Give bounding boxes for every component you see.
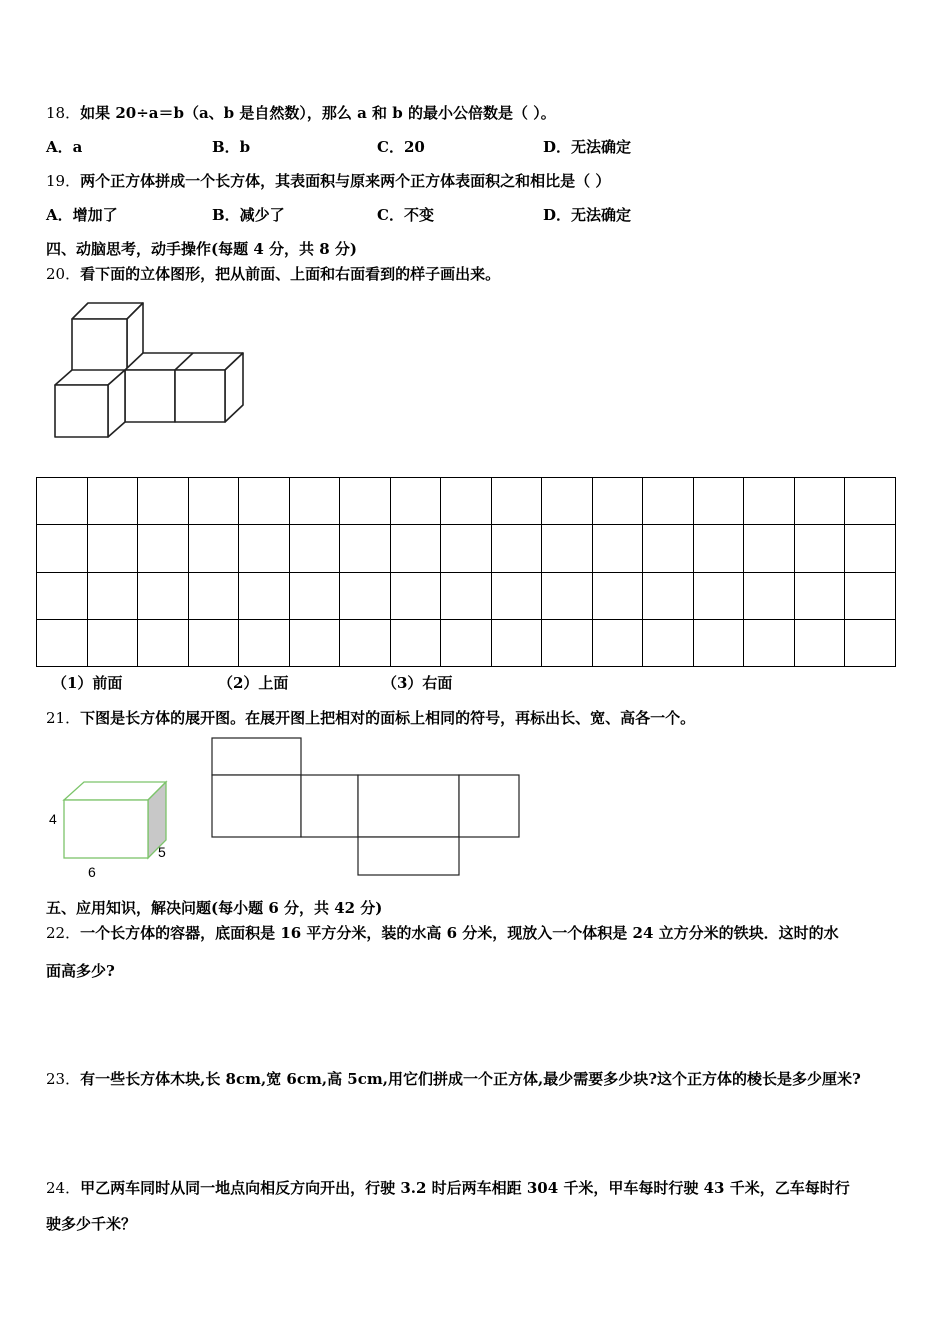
grid-cell[interactable]	[87, 572, 138, 619]
grid-cell[interactable]	[87, 478, 138, 525]
section4-heading: 四、动脑思考，动手操作(每题 4 分，共 8 分)	[46, 240, 357, 258]
q24	[46, 1177, 850, 1198]
grid-cell[interactable]	[845, 478, 896, 525]
q22-line1: 一个长方体的容器，底面积是 16 平方分米，装的水高 6 分米，现放入一个体积是 24 立方分米的铁块．这时的水	[80, 924, 839, 942]
q19-option-d: D．无法确定	[543, 206, 632, 224]
q20	[46, 263, 500, 284]
grid-cell[interactable]	[138, 619, 189, 666]
grid-cell[interactable]	[340, 478, 391, 525]
grid-cell[interactable]	[491, 619, 542, 666]
q18-number: 18．	[46, 104, 81, 122]
q23-number: 23．	[46, 1070, 81, 1088]
grid-cell[interactable]	[744, 619, 795, 666]
q19	[46, 170, 610, 191]
grid-cell[interactable]	[340, 572, 391, 619]
grid-cell[interactable]	[289, 478, 340, 525]
grid-cell[interactable]	[390, 525, 441, 572]
grid-cell[interactable]	[491, 572, 542, 619]
grid-cell[interactable]	[491, 525, 542, 572]
q23-text: 有一些长方体木块,长 8cm,宽 6cm,高 5cm,用它们拼成一个正方体,最少需要多少块?这个正方体的棱长是多少厘米?	[80, 1070, 861, 1088]
top-cube-front-face	[72, 319, 127, 372]
grid-cell[interactable]	[138, 572, 189, 619]
grid-cell[interactable]	[441, 478, 492, 525]
grid-cell[interactable]	[643, 525, 694, 572]
grid-cell[interactable]	[239, 619, 290, 666]
grid-cell[interactable]	[37, 572, 88, 619]
q18-text: 如果 20÷a＝b（a、b 是自然数），那么 a 和 b 的最小公倍数是（ ）。	[80, 104, 556, 122]
grid-cell[interactable]	[188, 619, 239, 666]
grid-cell[interactable]	[390, 478, 441, 525]
stacked-cubes-figure	[50, 300, 250, 440]
grid-cell[interactable]	[643, 619, 694, 666]
q19-option-c: C．不变	[377, 206, 434, 224]
grid-cell[interactable]	[845, 619, 896, 666]
net-face-top	[212, 738, 301, 775]
grid-cell[interactable]	[744, 572, 795, 619]
cuboid-height-label: 4	[49, 811, 57, 827]
cuboid-width-label: 5	[158, 844, 166, 860]
grid-cell[interactable]	[794, 619, 845, 666]
grid-cell[interactable]	[441, 619, 492, 666]
grid-cell[interactable]	[138, 525, 189, 572]
q22-number: 22．	[46, 924, 81, 942]
q21-number: 21．	[46, 709, 81, 727]
grid-cell[interactable]	[289, 619, 340, 666]
grid-cell[interactable]	[693, 478, 744, 525]
grid-cell[interactable]	[643, 478, 694, 525]
grid-row	[37, 525, 896, 572]
middle-cube-front-face	[125, 370, 175, 422]
q18-option-d: D．无法确定	[543, 138, 632, 156]
grid-cell[interactable]	[542, 619, 593, 666]
grid-cell[interactable]	[693, 525, 744, 572]
grid-cell[interactable]	[643, 572, 694, 619]
grid-cell[interactable]	[37, 619, 88, 666]
grid-cell[interactable]	[592, 478, 643, 525]
grid-cell[interactable]	[390, 619, 441, 666]
q24-line1: 甲乙两车同时从同一地点向相反方向开出，行驶 3.2 时后两车相距 304 千米，甲车每时行驶 43 千米，乙车每时行	[80, 1179, 850, 1197]
grid-cell[interactable]	[340, 525, 391, 572]
q18-option-b: B．b	[212, 138, 251, 156]
grid-cell[interactable]	[845, 572, 896, 619]
grid-cell[interactable]	[441, 572, 492, 619]
label-right: （3）右面	[382, 674, 453, 692]
grid-cell[interactable]	[340, 619, 391, 666]
grid-cell[interactable]	[188, 478, 239, 525]
grid-cell[interactable]	[794, 572, 845, 619]
grid-cell[interactable]	[138, 478, 189, 525]
grid-cell[interactable]	[37, 478, 88, 525]
grid-cell[interactable]	[239, 572, 290, 619]
q18-option-c: C．20	[377, 138, 425, 156]
grid-cell[interactable]	[744, 478, 795, 525]
grid-row	[37, 572, 896, 619]
grid-cell[interactable]	[289, 572, 340, 619]
grid-cell[interactable]	[239, 525, 290, 572]
grid-cell[interactable]	[592, 619, 643, 666]
cuboid-length-label: 6	[88, 864, 96, 880]
grid-cell[interactable]	[542, 572, 593, 619]
net-face-bottom	[358, 837, 459, 875]
grid-cell[interactable]	[289, 525, 340, 572]
grid-cell[interactable]	[87, 619, 138, 666]
grid-cell[interactable]	[542, 478, 593, 525]
grid-cell[interactable]	[542, 525, 593, 572]
grid-cell[interactable]	[441, 525, 492, 572]
grid-cell[interactable]	[744, 525, 795, 572]
grid-cell[interactable]	[693, 572, 744, 619]
grid-cell[interactable]	[794, 478, 845, 525]
grid-cell[interactable]	[390, 572, 441, 619]
grid-cell[interactable]	[592, 572, 643, 619]
net-face-middle	[301, 775, 358, 837]
q19-option-b: B．减少了	[212, 206, 285, 224]
q20-text: 看下面的立体图形，把从前面、上面和右面看到的样子画出来。	[80, 265, 501, 283]
grid-row	[37, 619, 896, 666]
grid-cell[interactable]	[37, 525, 88, 572]
grid-cell[interactable]	[188, 572, 239, 619]
net-face-center	[358, 775, 459, 837]
label-front: （1）前面	[52, 674, 123, 692]
q18-option-a: A．a	[46, 138, 83, 156]
grid-row	[37, 478, 896, 525]
net-face-left	[212, 775, 301, 837]
cuboid-net	[210, 736, 522, 878]
q24-number: 24．	[46, 1179, 81, 1197]
net-face-right	[459, 775, 519, 837]
cuboid-front-face	[64, 800, 148, 858]
cuboid-figure	[40, 775, 190, 885]
q18	[46, 102, 556, 123]
grid-cell[interactable]	[592, 525, 643, 572]
q21-text: 下图是长方体的展开图。在展开图上把相对的面标上相同的符号，再标出长、宽、高各一个。	[80, 709, 696, 727]
grid-cell[interactable]	[87, 525, 138, 572]
grid-cell[interactable]	[845, 525, 896, 572]
q22	[46, 922, 839, 943]
q19-option-a: A．增加了	[46, 206, 118, 224]
grid-cell[interactable]	[188, 525, 239, 572]
section5-heading: 五、应用知识，解决问题(每小题 6 分，共 42 分)	[46, 899, 383, 917]
grid-cell[interactable]	[491, 478, 542, 525]
left-cube-front-face	[55, 385, 108, 437]
right-cube-front-face	[175, 370, 225, 422]
q19-number: 19．	[46, 172, 81, 190]
q24-line2: 驶多少千米？	[46, 1215, 137, 1233]
q22-line2: 面高多少?	[46, 962, 115, 980]
label-top: （2）上面	[218, 674, 289, 692]
grid-cell[interactable]	[794, 525, 845, 572]
grid-cell[interactable]	[239, 478, 290, 525]
q20-number: 20．	[46, 265, 81, 283]
grid-cell[interactable]	[693, 619, 744, 666]
q23	[46, 1068, 861, 1089]
q21	[46, 707, 695, 728]
q19-text: 两个正方体拼成一个长方体，其表面积与原来两个正方体表面积之和相比是（ ）	[80, 172, 611, 190]
drawing-grid[interactable]	[36, 477, 896, 667]
